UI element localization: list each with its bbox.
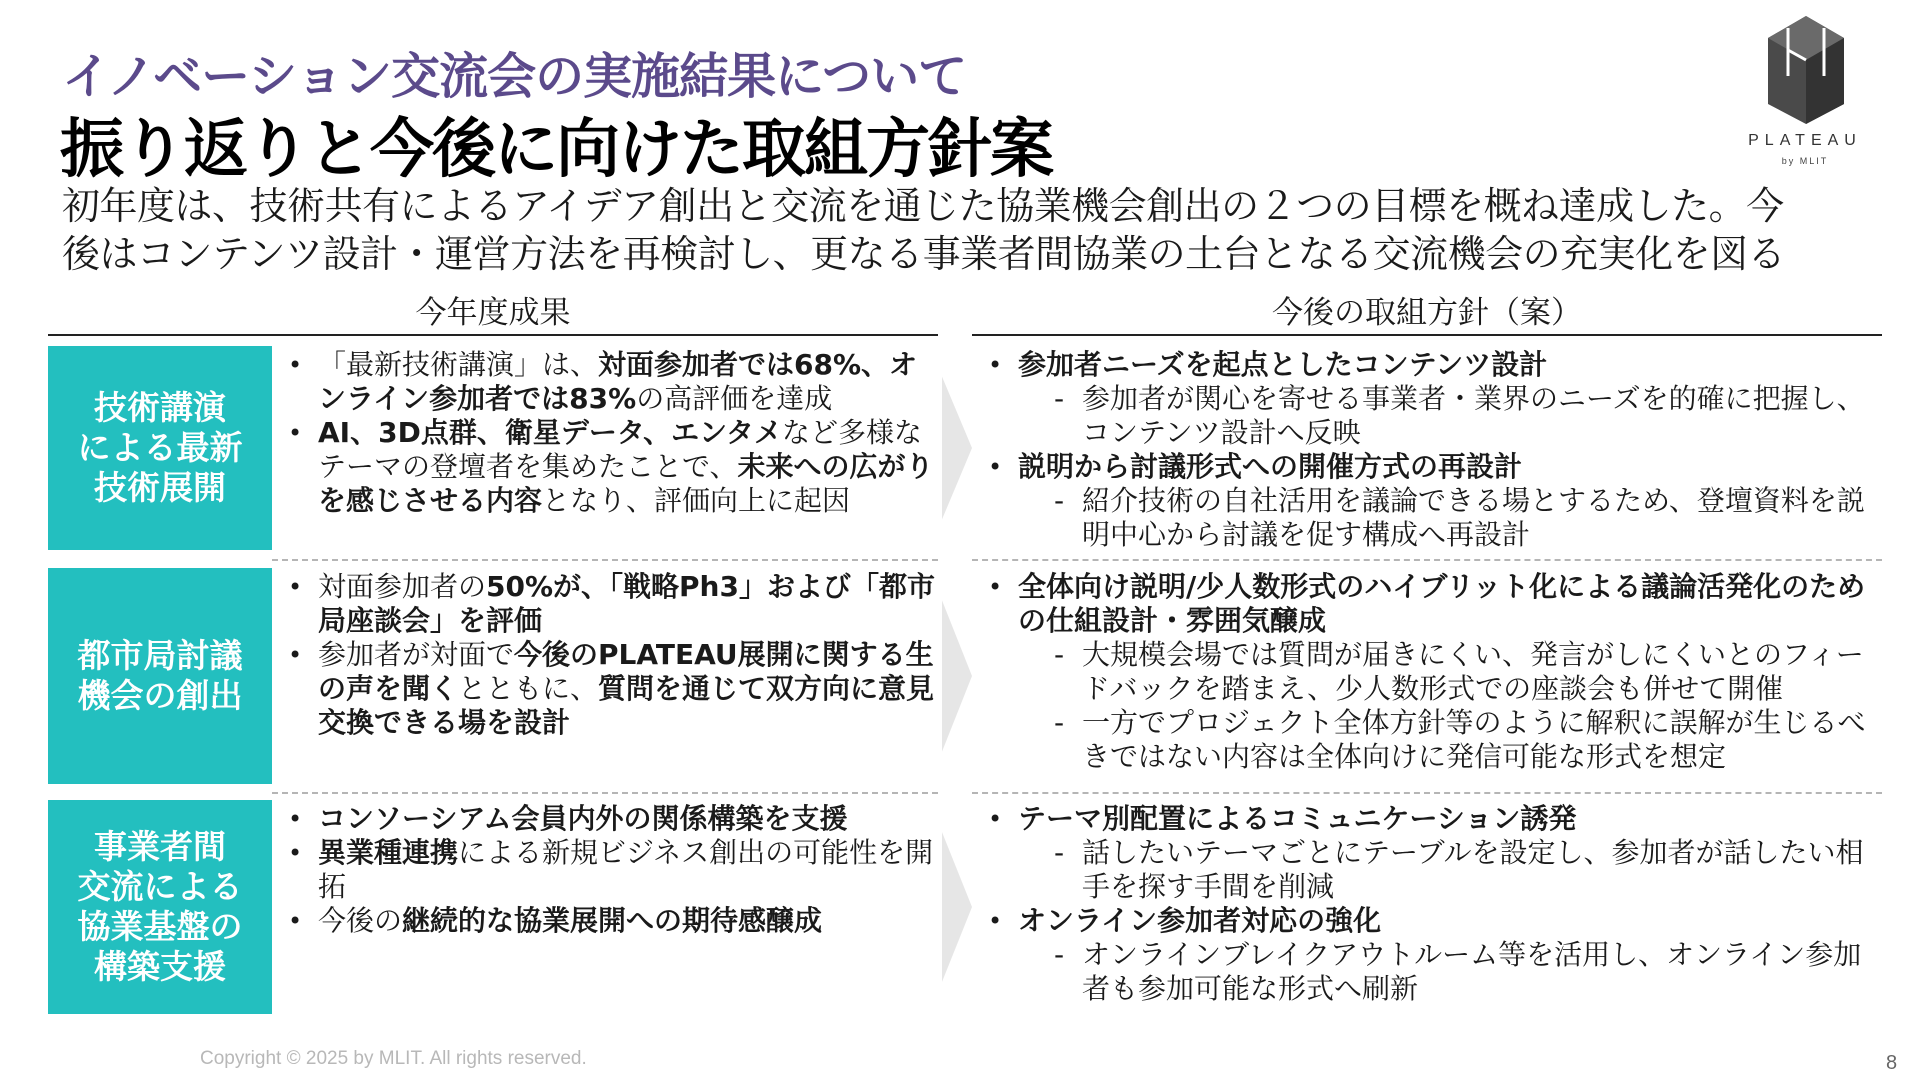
result-item: [284, 348, 944, 416]
results-bullets: [284, 348, 944, 518]
lead-line: 後はコンテンツ設計・運営方法を再検討し、更なる事業者間協業の土台となる交流機会の充実化を図る: [62, 232, 1786, 276]
emphasis-text: 対面参加者では68%、オンライン参加者では83%: [318, 348, 918, 415]
result-text: の高評価を達成: [636, 382, 833, 415]
row-label-line: 機会の創出: [77, 676, 243, 715]
plans-bullets: [984, 570, 1882, 774]
row-label-text: [78, 636, 243, 716]
plan-details: [1018, 836, 1882, 904]
plan-item: [984, 450, 1882, 552]
result-text: とともに、: [458, 672, 599, 705]
results-list: [284, 570, 944, 740]
content-row: [48, 800, 1882, 1014]
plan-detail: - 紹介技術の自社活用を議論できる場とするため、登壇資料を説明中心から討議を促す構成へ再設計: [1018, 484, 1882, 552]
chevron-right-icon: [942, 346, 976, 550]
emphasis-text: 継続的な協業展開への期待感醸成: [402, 904, 823, 937]
row-label-line: 構築支援: [94, 947, 226, 986]
plan-item: [984, 802, 1882, 904]
row-label-line: 事業者間: [94, 827, 226, 866]
row-divider: [272, 792, 938, 794]
results-list: [284, 348, 944, 518]
emphasis-text: 質問を通じて双方向に意見交換できる場を設計: [318, 672, 935, 739]
emphasis-text: 50%が、「戦略Ph3」および「都市局座談会」を評価: [318, 570, 935, 637]
content-row: [48, 346, 1882, 550]
result-text: となり、評価向上に起因: [542, 484, 851, 517]
result-item: [284, 904, 944, 938]
results-bullets: [284, 802, 944, 938]
row-label-text: [78, 388, 243, 508]
plans-list: [984, 802, 1882, 1006]
row-label-line: 都市局討議: [77, 636, 243, 675]
logo-byline: by MLIT: [1781, 156, 1829, 166]
result-item: [284, 416, 944, 518]
row-divider: [972, 559, 1882, 561]
plan-details: [1018, 382, 1882, 450]
result-text: 「最新技術講演」は、: [318, 348, 599, 381]
emphasis-text: AI、3D点群、衛星データ、エンタメ: [318, 416, 783, 449]
results-bullets: [284, 570, 944, 740]
lead-text: [62, 182, 1785, 278]
row-label-text: [78, 827, 243, 987]
result-item: [284, 638, 944, 740]
chevron-right-icon: [942, 568, 976, 784]
emphasis-text: コンソーシアム会員内外の関係構築を支援: [318, 802, 848, 835]
row-label-line: 技術展開: [94, 468, 226, 507]
plan-detail: - オンラインブレイクアウトルーム等を活用し、オンライン参加者も参加可能な形式へ刷新: [1018, 938, 1882, 1006]
plan-heading: オンライン参加者対応の強化: [1018, 904, 1382, 937]
plan-heading: 説明から討議形式への開催方式の再設計: [1018, 450, 1523, 483]
plan-item: [984, 348, 1882, 450]
plan-detail: - 参加者が関心を寄せる事業者・業界のニーズを的確に把握し、コンテンツ設計へ反映: [1018, 382, 1882, 450]
result-text: による新規ビジネス創出の可能性を開拓: [318, 836, 934, 903]
plan-detail: - 一方でプロジェクト全体方針等のように解釈に誤解が生じるべきではない内容は全体向けに発信可能な形式を想定: [1018, 706, 1882, 774]
row-label-line: 交流による: [77, 867, 243, 906]
slide-subtitle: イノベーション交流会の実施結果について: [62, 48, 967, 105]
copyright: Copyright © 2025 by MLIT. All rights reserved.: [200, 1048, 587, 1069]
chevron-right-icon: [942, 800, 976, 1014]
emphasis-text: 今後のPLATEAU展開に関する生の声を聞く: [318, 638, 934, 705]
logo-wordmark: PLATEAU: [1748, 132, 1862, 149]
row-label-line: による最新: [77, 428, 243, 467]
plans-bullets: [984, 348, 1882, 552]
page-number: 8: [1886, 1052, 1898, 1074]
plan-heading: 参加者ニーズを起点としたコンテンツ設計: [1018, 348, 1548, 381]
row-label: [48, 568, 272, 784]
result-text: 対面参加者の: [318, 570, 487, 603]
result-text: など多様なテーマの登壇者を集めたことで、: [318, 416, 923, 483]
plans-list: [984, 570, 1882, 774]
lead-line: 初年度は、技術共有によるアイデア創出と交流を通じた協業機会創出の２つの目標を概ね達成した。今: [62, 184, 1784, 228]
result-text: 参加者が対面で: [318, 638, 515, 671]
plan-detail: - 大規模会場では質問が届きにくい、発言がしにくいとのフィードバックを踏まえ、少人数形式での座談会も併せて開催: [1018, 638, 1882, 706]
plan-heading: テーマ別配置によるコミュニケーション誘発: [1018, 802, 1577, 835]
slide-title: 振り返りと今後に向けた取組方針案: [60, 113, 1052, 187]
plan-details: [1018, 484, 1882, 552]
column-header-results: 今年度成果: [48, 290, 938, 336]
result-item: [284, 836, 944, 904]
result-item: [284, 802, 944, 836]
plan-details: [1018, 938, 1882, 1006]
plateau-logo: [1730, 16, 1880, 166]
plans-list: [984, 348, 1882, 552]
plan-item: [984, 570, 1882, 774]
row-label-line: 協業基盤の: [77, 907, 243, 946]
row-divider: [972, 792, 1882, 794]
emphasis-text: 未来への広がりを感じさせる内容: [318, 450, 934, 517]
column-header-plans: 今後の取組方針（案）: [972, 290, 1882, 336]
row-divider: [272, 559, 938, 561]
result-text: 今後の: [318, 904, 403, 937]
plan-heading: 全体向け説明/少人数形式のハイブリット化による議論活発化のための仕組設計・雰囲気醸成: [1018, 570, 1866, 637]
content-row: [48, 568, 1882, 784]
emphasis-text: 異業種連携: [318, 836, 459, 869]
plan-item: [984, 904, 1882, 1006]
plan-detail: - 話したいテーマごとにテーブルを設定し、参加者が話したい相手を探す手間を削減: [1018, 836, 1882, 904]
row-label: [48, 800, 272, 1014]
plans-bullets: [984, 802, 1882, 1006]
plateau-logo-icon: [1768, 16, 1844, 124]
row-label-line: 技術講演: [94, 388, 226, 427]
results-list: [284, 802, 944, 938]
row-label: [48, 346, 272, 550]
plan-details: [1018, 638, 1882, 774]
result-item: [284, 570, 944, 638]
